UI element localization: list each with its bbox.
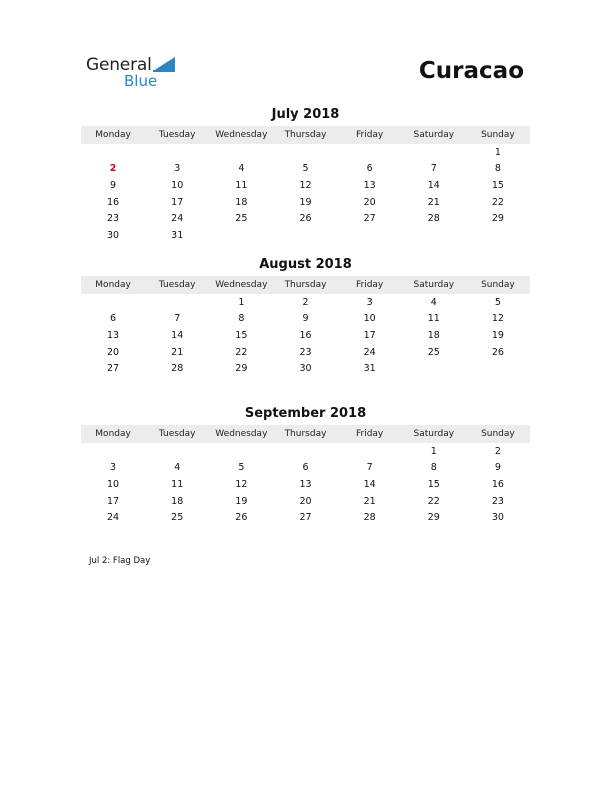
- weekday-label: Friday: [355, 429, 384, 439]
- week-row: [81, 311, 530, 328]
- weekday-label: Monday: [95, 429, 131, 439]
- day-cell: 16: [299, 329, 312, 341]
- month-calendar: [81, 256, 530, 377]
- day-cell: 4: [174, 462, 181, 474]
- weekday-label: Friday: [355, 280, 384, 290]
- day-cell: 19: [235, 495, 248, 507]
- day-cell: 18: [235, 196, 248, 208]
- logo-general-text: General: [86, 55, 152, 75]
- weekday-label: Sunday: [481, 130, 515, 140]
- day-cell: 2: [302, 296, 309, 308]
- week-row: [81, 344, 530, 361]
- day-cell: 1: [238, 296, 245, 308]
- day-cell: 7: [366, 462, 373, 474]
- weekday-header: [81, 126, 530, 144]
- day-cell: 15: [427, 478, 440, 490]
- day-cell: 31: [363, 363, 376, 375]
- day-cell: 25: [235, 213, 248, 225]
- day-cell: 3: [110, 462, 117, 474]
- day-cell: 5: [494, 296, 501, 308]
- week-row: [81, 360, 530, 377]
- day-cell: 25: [171, 512, 184, 524]
- day-cell: 3: [366, 296, 373, 308]
- day-cell: 22: [491, 196, 504, 208]
- day-cell: 25: [427, 346, 440, 358]
- day-cell: 14: [171, 329, 184, 341]
- day-cell: 16: [107, 196, 120, 208]
- day-cell: 22: [235, 346, 248, 358]
- month-title: September 2018: [244, 406, 367, 421]
- weekday-label: Sunday: [481, 429, 515, 439]
- weekday-label: Tuesday: [158, 429, 196, 439]
- day-cell: 8: [430, 462, 437, 474]
- day-cell: 4: [238, 163, 245, 175]
- weekday-label: Tuesday: [158, 280, 196, 290]
- day-cell: 21: [171, 346, 184, 358]
- day-cell: 19: [299, 196, 312, 208]
- weekday-label: Wednesday: [215, 429, 268, 439]
- week-row: [81, 493, 530, 510]
- weekday-label: Thursday: [284, 280, 327, 290]
- day-cell: 18: [171, 495, 184, 507]
- day-cell: 18: [427, 329, 440, 341]
- day-cell: 12: [491, 313, 504, 325]
- day-cell: 26: [491, 346, 504, 358]
- day-cell: 27: [299, 512, 312, 524]
- weekday-label: Saturday: [413, 130, 455, 140]
- day-cell: 12: [299, 179, 312, 191]
- week-row: [81, 476, 530, 493]
- weekday-header: [81, 276, 530, 294]
- day-cell: 29: [491, 213, 504, 225]
- day-cell: 19: [491, 329, 504, 341]
- day-cell: 31: [171, 229, 184, 241]
- day-cell: 20: [363, 196, 376, 208]
- day-cell: 17: [363, 329, 376, 341]
- day-cell: 30: [299, 363, 312, 375]
- day-cell: 4: [430, 296, 437, 308]
- weekday-label: Saturday: [413, 429, 455, 439]
- weekday-label: Sunday: [481, 280, 515, 290]
- day-cell: 11: [171, 478, 184, 490]
- day-cell: 22: [427, 495, 440, 507]
- day-cell: 23: [107, 213, 120, 225]
- holiday-note: Jul 2: Flag Day: [89, 556, 151, 566]
- day-cell: 23: [491, 495, 504, 507]
- week-row: [81, 161, 530, 178]
- day-cell: 7: [174, 313, 181, 325]
- day-cell: 16: [491, 478, 504, 490]
- week-row: [81, 210, 530, 227]
- weekday-label: Tuesday: [158, 130, 196, 140]
- day-cell: 11: [427, 313, 440, 325]
- day-cell: 14: [427, 179, 440, 191]
- day-cell: 30: [491, 512, 504, 524]
- weekday-header: [81, 425, 530, 443]
- week-row: [81, 443, 530, 460]
- day-cell: 24: [107, 512, 120, 524]
- month-title: July 2018: [271, 107, 340, 122]
- weekday-label: Friday: [355, 130, 384, 140]
- day-cell: 21: [363, 495, 376, 507]
- day-cell: 8: [494, 163, 501, 175]
- week-row: [81, 194, 530, 211]
- day-cell: 15: [491, 179, 504, 191]
- day-cell: 2: [494, 445, 501, 457]
- day-cell: 13: [299, 478, 312, 490]
- day-cell: 21: [427, 196, 440, 208]
- day-cell: 20: [107, 346, 120, 358]
- day-cell: 24: [171, 213, 184, 225]
- weekday-label: Thursday: [284, 130, 327, 140]
- logo-triangle-icon: [153, 57, 175, 71]
- day-cell: 26: [235, 512, 248, 524]
- day-cell: 13: [107, 329, 120, 341]
- day-cell: 1: [430, 445, 437, 457]
- day-cell: 27: [363, 213, 376, 225]
- general-blue-logo: [86, 55, 186, 91]
- day-cell: 10: [107, 478, 120, 490]
- weekday-label: Thursday: [284, 429, 327, 439]
- day-cell: 14: [363, 478, 376, 490]
- day-cell: 9: [302, 313, 309, 325]
- day-cell: 10: [171, 179, 184, 191]
- week-row: [81, 294, 530, 311]
- month-calendar: [81, 106, 530, 244]
- day-cell: 5: [302, 163, 309, 175]
- week-row: [81, 509, 530, 526]
- day-cell: 15: [235, 329, 248, 341]
- weekday-label: Wednesday: [215, 280, 268, 290]
- day-cell: 6: [366, 163, 373, 175]
- day-cell: 9: [110, 179, 117, 191]
- week-row: [81, 227, 530, 244]
- day-cell: 9: [494, 462, 501, 474]
- day-cell: 28: [363, 512, 376, 524]
- week-row: [81, 327, 530, 344]
- holiday-notes: [89, 556, 150, 566]
- day-cell: 28: [427, 213, 440, 225]
- day-cell: 17: [171, 196, 184, 208]
- day-cell: 13: [363, 179, 376, 191]
- day-cell: 10: [363, 313, 376, 325]
- day-cell: 5: [238, 462, 245, 474]
- day-cell: 20: [299, 495, 312, 507]
- day-cell: 29: [427, 512, 440, 524]
- weekday-label: Saturday: [413, 280, 455, 290]
- logo-bar-icon: [153, 70, 175, 72]
- day-cell: 12: [235, 478, 248, 490]
- day-cell: 28: [171, 363, 184, 375]
- day-cell: 2: [109, 163, 117, 175]
- day-cell: 30: [107, 229, 120, 241]
- logo-blue-text: Blue: [124, 72, 158, 90]
- day-cell: 26: [299, 213, 312, 225]
- month-calendar: [81, 405, 530, 526]
- weekday-label: Monday: [95, 130, 131, 140]
- country-title: Curacao: [418, 58, 524, 84]
- day-cell: 6: [302, 462, 309, 474]
- day-cell: 24: [363, 346, 376, 358]
- day-cell: 29: [235, 363, 248, 375]
- day-cell: 3: [174, 163, 181, 175]
- weekday-label: Wednesday: [215, 130, 268, 140]
- day-cell: 27: [107, 363, 120, 375]
- week-row: [81, 177, 530, 194]
- week-row: [81, 144, 530, 161]
- day-cell: 11: [235, 179, 248, 191]
- weekday-label: Monday: [95, 280, 131, 290]
- day-cell: 1: [494, 146, 501, 158]
- day-cell: 17: [107, 495, 120, 507]
- day-cell: 8: [238, 313, 245, 325]
- week-row: [81, 460, 530, 477]
- day-cell: 23: [299, 346, 312, 358]
- day-cell: 7: [430, 163, 437, 175]
- month-title: August 2018: [259, 257, 352, 272]
- day-cell: 6: [110, 313, 117, 325]
